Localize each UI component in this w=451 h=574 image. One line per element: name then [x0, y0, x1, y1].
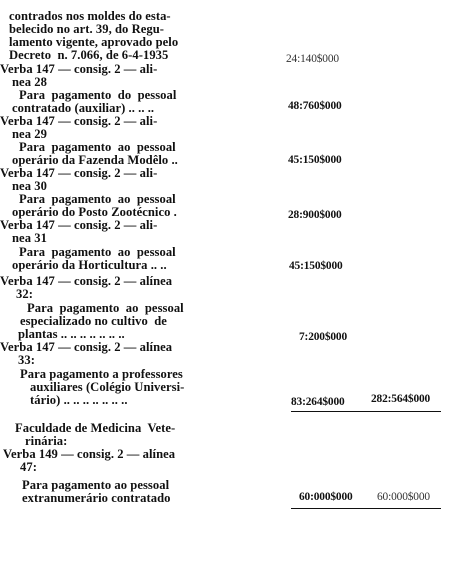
text-line: Verba 147 — consig. 2 — ali-	[0, 114, 158, 128]
total-underline	[291, 411, 441, 412]
text-line: Para pagamento ao pessoal	[19, 140, 176, 154]
section-heading: Faculdade de Medicina Vete-	[15, 421, 176, 435]
amount-total: 282:564$000	[371, 393, 431, 405]
amount-value: 48:760$000	[288, 100, 342, 112]
text-line: Para pagamento a professores	[20, 367, 183, 381]
text-line: nea 28	[12, 75, 47, 89]
text-line: contrados nos moldes do esta-	[9, 9, 171, 23]
text-line: Verba 147 — consig. 2 — ali-	[0, 166, 158, 180]
total-underline	[291, 508, 441, 509]
text-line: Para pagamento ao pessoal	[27, 301, 184, 315]
text-line: lamento vigente, aprovado pelo	[9, 35, 179, 49]
text-line: 33:	[18, 353, 35, 367]
text-line: operário do Posto Zootécnico .	[12, 205, 177, 219]
amount-value: 83:264$000	[291, 396, 345, 408]
text-line: 47:	[20, 460, 37, 474]
text-line: 32:	[16, 287, 33, 301]
text-line: belecido no art. 39, do Regu-	[9, 22, 165, 36]
text-line: Para pagamento ao pessoal	[19, 245, 176, 259]
section-heading: rinária:	[25, 434, 68, 448]
text-line: nea 30	[12, 179, 47, 193]
text-line: nea 29	[12, 127, 47, 141]
text-line: Decreto n. 7.066, de 6-4-1935	[9, 48, 169, 62]
text-line: nea 31	[12, 231, 47, 245]
text-line: Para pagamento ao pessoal	[22, 478, 170, 492]
text-line: tário) .. .. .. .. .. .. ..	[30, 393, 128, 407]
amount-value: 24:140$000	[286, 53, 339, 65]
text-line: plantas .. .. .. .. .. .. ..	[18, 327, 125, 341]
amount-value: 7:200$000	[299, 331, 348, 343]
text-line: contratado (auxiliar) .. .. ..	[12, 101, 155, 115]
text-line: operário da Fazenda Modêlo ..	[12, 153, 178, 167]
text-line: operário da Horticultura .. ..	[12, 258, 167, 272]
amount-value: 28:900$000	[288, 209, 342, 221]
text-line: especializado no cultivo de	[20, 314, 167, 328]
amount-value: 45:150$000	[288, 154, 342, 166]
text-line: Verba 149 — consig. 2 — alínea	[3, 447, 176, 461]
amount-value: 45:150$000	[289, 260, 343, 272]
text-line: Para pagamento do pessoal	[19, 88, 177, 102]
text-line: extranumerário contratado	[22, 491, 171, 505]
amount-total: 60:000$000	[377, 491, 430, 503]
amount-value: 60:000$000	[299, 491, 353, 503]
text-line: Para pagamento ao pessoal	[19, 192, 176, 206]
text-line: Verba 147 — consig. 2 — ali-	[0, 218, 158, 232]
text-line: Verba 147 — consig. 2 — alínea	[0, 274, 173, 288]
text-line: auxiliares (Colégio Universi-	[30, 380, 185, 394]
text-line: Verba 147 — consig. 2 — ali-	[0, 62, 158, 76]
text-line: Verba 147 — consig. 2 — alínea	[0, 340, 173, 354]
